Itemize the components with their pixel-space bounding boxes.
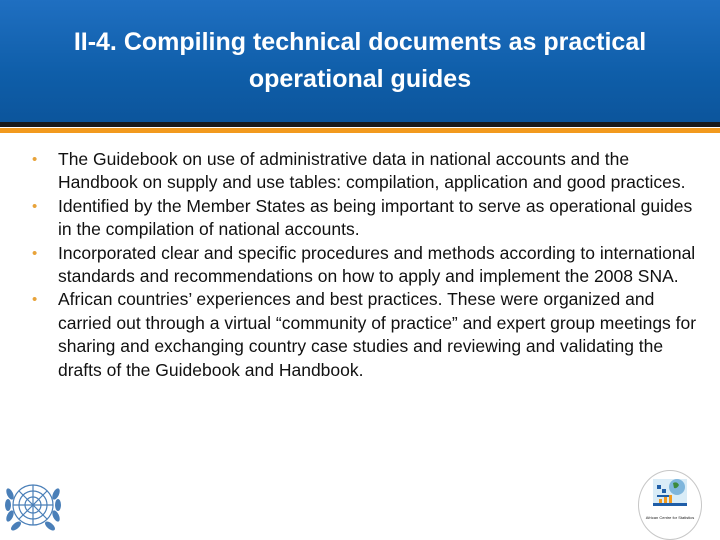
bullet-marker: • xyxy=(32,197,38,215)
un-emblem-icon xyxy=(2,474,64,536)
bullet-item-1 xyxy=(30,148,710,195)
slide-title-line-1: II-4. Compiling technical documents as practical xyxy=(73,28,647,56)
bullet-list xyxy=(30,148,710,382)
bullet-text-4: African countries’ experiences and best practices. These were organized and carried out through a virtual “community of practice” and expert group meetings for sharing and exchanging country case studies and reviewing and validating the drafts of the Guidebook and Handbook. xyxy=(58,289,697,380)
acs-mark-icon xyxy=(639,471,701,515)
bullet-marker: • xyxy=(32,244,38,262)
slide-title xyxy=(20,24,700,98)
african-centre-for-statistics-logo xyxy=(638,470,702,540)
bullet-item-4 xyxy=(30,288,710,382)
slide-title-line-2: operational guides xyxy=(248,65,472,93)
bullet-text-2: Identified by the Member States as being important to serve as operational guides in the compilation of national accounts. xyxy=(58,195,693,240)
header-divider-orange xyxy=(0,128,720,133)
header-divider-dark xyxy=(0,122,720,127)
bullet-marker: • xyxy=(32,151,38,168)
bullet-text-1: The Guidebook on use of administrative data in national accounts and the Handbook on supply and use tables: compilation, application and good practices. xyxy=(58,149,686,193)
bullet-item-3 xyxy=(30,242,710,289)
bullet-marker: • xyxy=(32,291,38,309)
acs-caption: African Centre for Statistics xyxy=(645,515,695,520)
title-banner xyxy=(0,0,720,122)
bullet-text-3: Incorporated clear and specific procedures and methods according to international standards and recommendations on how to apply and implement the 2008 SNA. xyxy=(58,242,696,287)
bullet-item-2 xyxy=(30,195,710,242)
